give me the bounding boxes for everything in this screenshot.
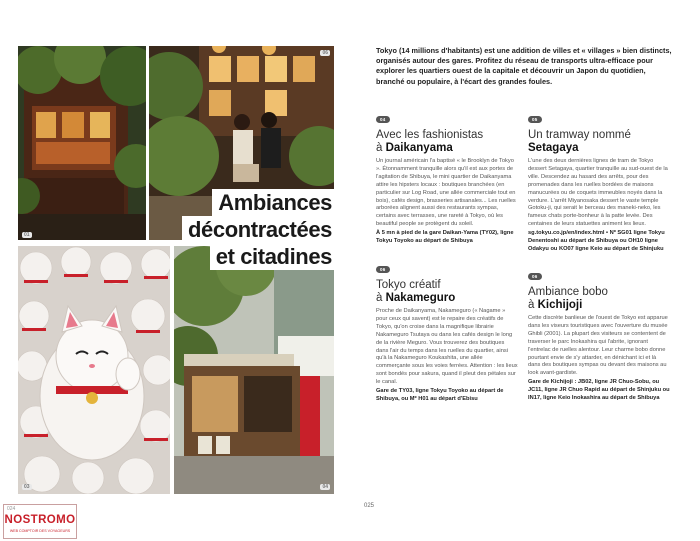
section-access-info: À 5 mn à pied de la gare Daikan-Yama (TY02), ligne Tokyu Toyoko au départ de Shibuya bbox=[376, 230, 514, 245]
section-title: Un tramway nommé bbox=[528, 129, 631, 141]
section-nakameguro bbox=[376, 258, 518, 404]
nostromo-logo bbox=[3, 504, 77, 539]
section-body: Un journal américain l'a baptisé « le Brooklyn de Tokyo ». Étonnamment tranquille alors qu'il est aux portes de l'agitation de Shibuya, le mini quartier de Daikanyama attire les hipsters locaux : boutiques branchées (en particulier sur Log Road, une allée commerciale tout en bois), cafés design, brasseries artisanales... Les ruelles arborées alignent aussi des restaurants sympas, certains avec terrasses, une rareté à Tokyo, où les beautiful people se protègent du soleil. bbox=[376, 158, 516, 228]
spread-headline bbox=[182, 189, 338, 270]
section-access-info: sg.tokyu.co.jp/en/index.html • Nº SG01 ligne Tokyu Denentoshi au départ de Shibuya ou OH10 ligne Odakyu ou KO07 ligne Keio au départ de Shinjuku bbox=[528, 230, 665, 252]
section-place: Kichijoji bbox=[537, 298, 583, 311]
headline-line-1: Ambiances bbox=[212, 189, 338, 216]
photo-badge: 06 bbox=[322, 50, 328, 56]
section-kichijoji bbox=[528, 265, 670, 403]
photo-badge: 01 bbox=[24, 232, 30, 238]
photo-bar-with-plants bbox=[18, 46, 146, 240]
headline-line-2: décontractées bbox=[182, 216, 338, 243]
section-prefix: à bbox=[376, 141, 386, 154]
page-number: 025 bbox=[364, 503, 375, 509]
section-access-info: Gare de Kichijoji : JB02, ligne JR Chuo-Sobu, ou JC11, ligne JR Chuo Rapid au départ de Shinjuku ou IN17, ligne Keio Inokashira au départ de Shibuya bbox=[528, 379, 670, 402]
section-title: Tokyo créatif bbox=[376, 279, 441, 291]
section-daikanyama bbox=[376, 108, 518, 246]
section-setagaya bbox=[528, 108, 670, 254]
section-number: 05 bbox=[528, 116, 542, 123]
photo-collage bbox=[18, 46, 334, 496]
headline-line-3: et citadines bbox=[210, 243, 338, 270]
section-body: Cette discrète banlieue de l'ouest de Tokyo est apparue dans les viseurs touristiques avec l'ouverture du musée Ghibli (2001). La plupart des visiteurs se contentent de traverser le parc Inokashira qui l'abrite, ignorant l'entrelac de ruelles alentour. Leur charme bobo donne pourtant envie de s'y attarder, en dénichant ici et là dans des boutiques sympas ou devant des maisons au look avant-gardiste. bbox=[528, 315, 668, 377]
section-number: 04 bbox=[376, 116, 390, 123]
section-prefix: à bbox=[376, 291, 386, 304]
section-body: Proche de Daikanyama, Nakameguro (« Nagame » pour ceux qui savent) est le repaire des créatifs de Tokyo, qu'on croise dans la magnifique librairie Nakameguro Tsutaya ou dans les cafés design le long de la rivière Meguro. Vous trouverez des boutiques dans l'air du temps dans les ruelles du quartier, ainsi qu'à la Nakameguro Koukashita, une allée commerçante sous les voies ferrées. Attention : les lieux sont bondés pour sakura, quand il pleut des pétales sur le canal. bbox=[376, 308, 518, 386]
section-body: L'une des deux dernières lignes de tram de Tokyo dessert Setagaya, quartier tranquille au sud-ouest de la ville. Descendez au hasard des arrêts, pour des promenades dans les ruelles bordées de maisons manucurées ou de coquets immeubles noyés dans la verdure. L'arrêt Miyanosaka dessert le vaste temple Gotoku-ji, qui serait le berceau des maneki-neko, les fameux chats porte-bonheur à la patte levée. Des centaines de leurs statuettes animent les lieux. bbox=[528, 158, 668, 228]
section-title: Ambiance bobo bbox=[528, 286, 608, 298]
photo-badge: 04 bbox=[322, 484, 328, 490]
photo-maneki-neko-cats bbox=[18, 246, 170, 494]
section-place: Daikanyama bbox=[385, 141, 453, 154]
logo-name: NOSTROMO bbox=[4, 514, 76, 526]
intro-paragraph: Tokyo (14 millions d'habitants) est une addition de villes et « villages » bien distincts, organisés autour des gares. Profitez du réseau de transports ultra-efficace pour explorer les quartiers ouest de la capitale et découvrir un Japon du quotidien, branché ou populaire, à l'écart des grandes foules. bbox=[376, 46, 672, 86]
photo-badge: 03 bbox=[24, 484, 30, 490]
logo-page-number: 024 bbox=[7, 506, 16, 512]
section-title: Avec les fashionistas bbox=[376, 129, 484, 141]
section-number: 06 bbox=[528, 273, 542, 280]
photo-shop-facade bbox=[174, 246, 334, 494]
section-access-info: Gare de TY03, ligne Tokyu Toyoko au départ de Shibuya, ou Mº H01 au départ d'Ebisu bbox=[376, 388, 504, 402]
section-place: Nakameguro bbox=[385, 291, 456, 304]
section-number: 06 bbox=[376, 266, 390, 273]
section-place: Setagaya bbox=[528, 141, 579, 154]
section-prefix: à bbox=[528, 298, 538, 311]
text-page bbox=[376, 46, 672, 496]
logo-tagline: WEB COMPTOIR DES VOYAGEURS bbox=[9, 529, 71, 533]
